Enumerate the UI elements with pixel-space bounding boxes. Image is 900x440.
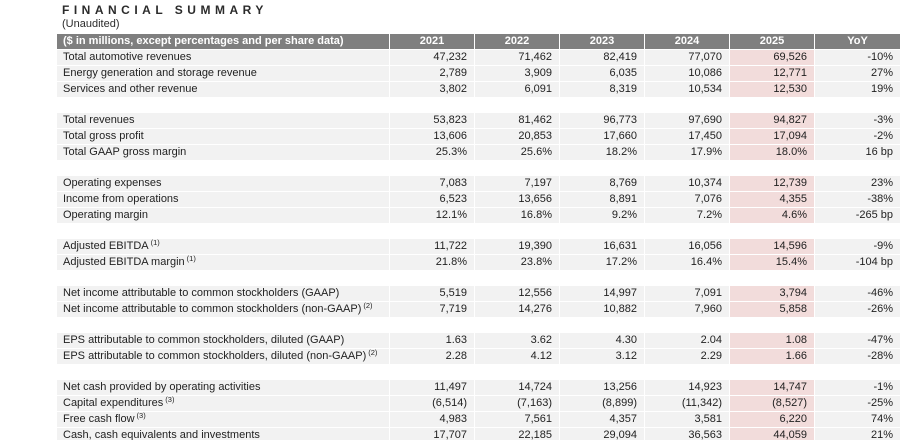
table-row [57,239,900,255]
cell-2023: 14,997 [560,286,645,301]
table-row [57,129,900,145]
financial-summary-page [0,4,900,440]
cell-2022: 6,091 [475,82,560,97]
footnote-marker: (2) [363,302,373,310]
footnote-marker: (1) [150,239,160,247]
cell-2021: 25.3% [390,145,475,160]
cell-2023: 17.2% [560,255,645,270]
row-label: Net cash provided by operating activities [57,380,390,395]
row-label: Total GAAP gross margin [57,145,390,160]
table-row [57,380,900,396]
cell-2023: 16,631 [560,239,645,254]
cell-yoy: -28% [815,349,900,364]
cell-yoy: -1% [815,380,900,395]
cell-yoy: -46% [815,286,900,301]
cell-yoy: -38% [815,192,900,207]
cell-2021: 5,519 [390,286,475,301]
cell-2023: 17,660 [560,129,645,144]
cell-2025: 1.08 [730,333,815,348]
cell-2023: 8,891 [560,192,645,207]
cell-2025: 3,794 [730,286,815,301]
row-label: EPS attributable to common stockholders, diluted (non-GAAP) $^{(2)}$ [57,349,390,364]
cell-2023: 6,035 [560,66,645,81]
cell-2022: 16.8% [475,208,560,223]
cell-2021: 7,719 [390,302,475,317]
cell-2023: 29,094 [560,428,645,440]
financial-summary-table [57,34,900,440]
cell-2022: 20,853 [475,129,560,144]
cell-2022: 12,556 [475,286,560,301]
cell-2025: 12,739 [730,176,815,191]
page-title: FINANCIAL SUMMARY [62,3,268,17]
table-row [57,286,900,302]
row-label: Net income attributable to common stockholders (GAAP) [57,286,390,301]
cell-2021: 13,606 [390,129,475,144]
cell-2025: 12,771 [730,66,815,81]
cell-2022: 81,462 [475,113,560,128]
cell-2022: (7,163) [475,396,560,411]
row-label: Net income attributable to common stockholders (non-GAAP) $^{(2)}$ [57,302,390,317]
cell-2022: 25.6% [475,145,560,160]
column-header-2022: 2022 [475,34,560,49]
table-body [57,50,900,440]
table-row [57,428,900,440]
cell-yoy: 19% [815,82,900,97]
table-row [57,412,900,428]
cell-yoy: 74% [815,412,900,427]
cell-yoy: -3% [815,113,900,128]
footnote-marker: (3) [165,396,175,404]
cell-2022: 14,724 [475,380,560,395]
cell-2021: 7,083 [390,176,475,191]
cell-2021: 53,823 [390,113,475,128]
table-header-row [57,34,900,50]
table-row [57,208,900,224]
cell-2023: 4.30 [560,333,645,348]
cell-2024: 10,374 [645,176,730,191]
cell-2021: 11,497 [390,380,475,395]
cell-2023: 10,882 [560,302,645,317]
cell-2022: 71,462 [475,50,560,65]
cell-2022: 23.8% [475,255,560,270]
column-header-2025: 2025 [730,34,815,49]
cell-2025: 12,530 [730,82,815,97]
row-label: Energy generation and storage revenue [57,66,390,81]
cell-2025: 4.6% [730,208,815,223]
cell-2023: 13,256 [560,380,645,395]
table-row [57,50,900,66]
cell-2022: 7,197 [475,176,560,191]
cell-2023: 3.12 [560,349,645,364]
column-header-2024: 2024 [645,34,730,49]
table-header-label: ($ in millions, except percentages and per share data) [57,34,390,49]
cell-2024: 17,450 [645,129,730,144]
page-subtitle: (Unaudited) [62,18,120,30]
cell-yoy: -265 bp [815,208,900,223]
column-header-2021: 2021 [390,34,475,49]
cell-2024: 10,086 [645,66,730,81]
cell-2022: 4.12 [475,349,560,364]
cell-2024: 7,076 [645,192,730,207]
cell-2021: 6,523 [390,192,475,207]
cell-2024: 97,690 [645,113,730,128]
cell-2021: 2,789 [390,66,475,81]
row-label: EPS attributable to common stockholders, diluted (GAAP) [57,333,390,348]
cell-2024: 16,056 [645,239,730,254]
cell-2024: 10,534 [645,82,730,97]
table-row [57,192,900,208]
cell-2025: 44,059 [730,428,815,440]
table-row [57,349,900,365]
footnote-marker: (3) [136,412,146,420]
table-row [57,333,900,349]
cell-2023: 9.2% [560,208,645,223]
footnote-marker: (2) [368,349,378,357]
cell-2023: 4,357 [560,412,645,427]
cell-2023: 18.2% [560,145,645,160]
cell-2025: 15.4% [730,255,815,270]
cell-2025: 69,526 [730,50,815,65]
cell-2023: (8,899) [560,396,645,411]
row-label: Cash, cash equivalents and investments [57,428,390,440]
table-row [57,145,900,161]
cell-yoy: -47% [815,333,900,348]
section-separator [57,318,900,333]
cell-2021: 21.8% [390,255,475,270]
cell-2024: 7,091 [645,286,730,301]
row-label: Total gross profit [57,129,390,144]
cell-2024: 2.29 [645,349,730,364]
cell-2023: 96,773 [560,113,645,128]
table-row [57,66,900,82]
table-row [57,176,900,192]
cell-2021: 3,802 [390,82,475,97]
table-row [57,396,900,412]
cell-2025: 6,220 [730,412,815,427]
cell-2024: 7.2% [645,208,730,223]
cell-2025: 1.66 [730,349,815,364]
cell-yoy: -104 bp [815,255,900,270]
section-separator [57,224,900,239]
cell-2024: 14,923 [645,380,730,395]
row-label: Operating expenses [57,176,390,191]
cell-2022: 7,561 [475,412,560,427]
cell-yoy: 16 bp [815,145,900,160]
cell-2025: (8,527) [730,396,815,411]
cell-2025: 17,094 [730,129,815,144]
row-label: Total revenues [57,113,390,128]
cell-2024: 36,563 [645,428,730,440]
cell-2025: 94,827 [730,113,815,128]
cell-2024: 3,581 [645,412,730,427]
cell-2024: 77,070 [645,50,730,65]
cell-yoy: -26% [815,302,900,317]
section-separator [57,271,900,286]
table-row [57,113,900,129]
row-label: Total automotive revenues [57,50,390,65]
cell-yoy: 27% [815,66,900,81]
cell-2024: 16.4% [645,255,730,270]
section-separator [57,98,900,113]
cell-2022: 22,185 [475,428,560,440]
cell-2021: 11,722 [390,239,475,254]
column-header-2023: 2023 [560,34,645,49]
cell-yoy: -2% [815,129,900,144]
cell-yoy: -10% [815,50,900,65]
cell-2024: 2.04 [645,333,730,348]
cell-2023: 82,419 [560,50,645,65]
cell-2021: (6,514) [390,396,475,411]
cell-2022: 3,909 [475,66,560,81]
row-label: Services and other revenue [57,82,390,97]
cell-2023: 8,319 [560,82,645,97]
table-row [57,82,900,98]
cell-2021: 1.63 [390,333,475,348]
cell-yoy: -25% [815,396,900,411]
cell-2025: 18.0% [730,145,815,160]
cell-2025: 4,355 [730,192,815,207]
cell-2021: 17,707 [390,428,475,440]
table-row [57,302,900,318]
section-separator [57,365,900,380]
cell-yoy: -9% [815,239,900,254]
cell-2021: 12.1% [390,208,475,223]
cell-2021: 2.28 [390,349,475,364]
cell-2023: 8,769 [560,176,645,191]
cell-2022: 3.62 [475,333,560,348]
row-label: Income from operations [57,192,390,207]
footnote-marker: (1) [186,255,196,263]
cell-2025: 14,596 [730,239,815,254]
cell-2024: 17.9% [645,145,730,160]
cell-2024: 7,960 [645,302,730,317]
row-label: Adjusted EBITDA $^{(1)}$ [57,239,390,254]
cell-2022: 19,390 [475,239,560,254]
row-label: Adjusted EBITDA margin $^{(1)}$ [57,255,390,270]
cell-2021: 4,983 [390,412,475,427]
cell-2025: 5,858 [730,302,815,317]
row-label: Free cash flow $^{(3)}$ [57,412,390,427]
cell-yoy: 21% [815,428,900,440]
table-row [57,255,900,271]
cell-2021: 47,232 [390,50,475,65]
cell-yoy: 23% [815,176,900,191]
cell-2022: 14,276 [475,302,560,317]
cell-2024: (11,342) [645,396,730,411]
cell-2022: 13,656 [475,192,560,207]
column-header-yoy: YoY [815,34,900,49]
row-label: Operating margin [57,208,390,223]
cell-2025: 14,747 [730,380,815,395]
row-label: Capital expenditures $^{(3)}$ [57,396,390,411]
section-separator [57,161,900,176]
